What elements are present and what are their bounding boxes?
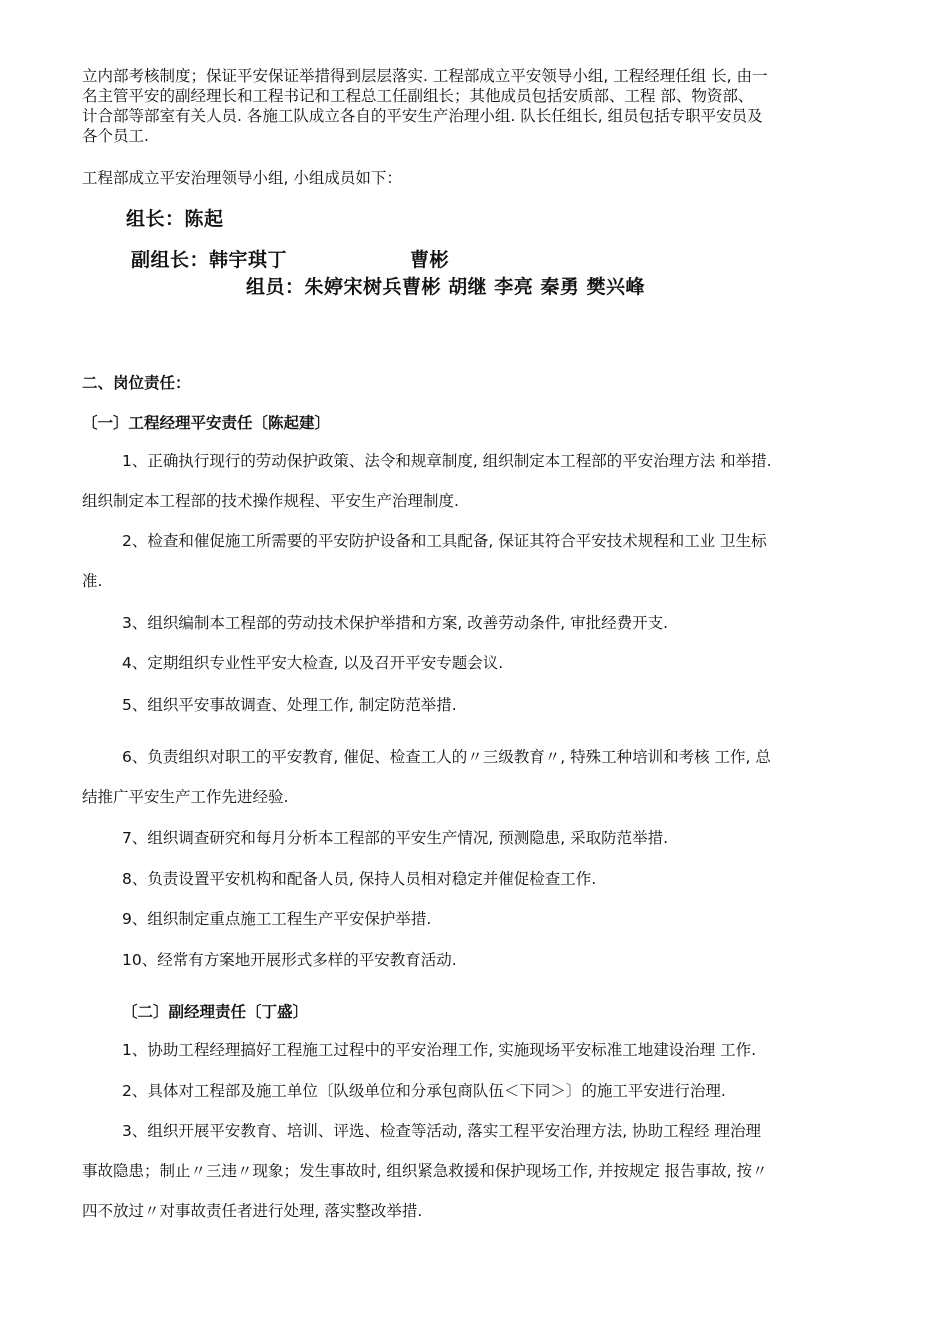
item-line: 事故隐患；制止〃三违〃现象；发生事故时, 组织紧急救援和保护现场工作, 并按规定 报告事故, 按〃 <box>82 1162 768 1180</box>
item-line: 结推广平安生产工作先进经验. <box>82 788 289 806</box>
responsibility-item <box>82 940 882 980</box>
section-title: 二、岗位责任： <box>82 374 191 392</box>
subsection-title-1: 〔一〕工程经理平安责任〔陈起建〕 <box>82 414 331 432</box>
intro-line: 立内部考核制度；保证平安保证举措得到层层落实. 工程部成立平安领导小组, 工程经理任组 长, 由一 <box>82 67 768 85</box>
item-line: 2、具体对工程部及施工单位〔队级单位和分承包商队伍＜下同＞〕的施工平安进行治理. <box>122 1082 726 1100</box>
item-line: 10、经常有方案地开展形式多样的平安教育活动. <box>122 951 457 969</box>
responsibility-item <box>82 603 882 643</box>
responsibility-item <box>82 818 882 858</box>
item-line: 4、定期组织专业性平安大检查, 以及召开平安专题会议. <box>122 654 504 672</box>
item-line: 8、负责设置平安机构和配备人员, 保持人员相对稳定并催促检查工作. <box>122 870 597 888</box>
deputy-leader-extra: 曹彬 <box>410 249 450 271</box>
responsibility-item <box>82 737 882 817</box>
item-line: 1、正确执行现行的劳动保护政策、法令和规章制度, 组织制定本工程部的平安治理方法 和举措. <box>122 452 772 470</box>
group-leader: 组长：陈起 <box>126 208 224 230</box>
item-line: 1、协助工程经理搞好工程施工过程中的平安治理工作, 实施现场平安标准工地建设治理 工作. <box>122 1041 757 1059</box>
responsibility-item <box>82 521 882 601</box>
group-intro: 工程部成立平安治理领导小组, 小组成员如下： <box>82 169 402 187</box>
subsection-title-2: 〔二〕副经理责任〔丁盛〕 <box>122 1003 309 1021</box>
responsibility-item <box>82 1071 882 1111</box>
item-line: 3、组织编制本工程部的劳动技术保护举措和方案, 改善劳动条件, 审批经费开支. <box>122 614 668 632</box>
intro-line: 计合部等部室有关人员. 各施工队成立各自的平安生产治理小组. 队长任组长, 组员包括专职平安员及 <box>82 107 763 125</box>
group-members: 组员：朱婷宋树兵曹彬 胡继 李亮 秦勇 樊兴峰 <box>246 276 645 298</box>
item-line: 5、组织平安事故调查、处理工作, 制定防范举措. <box>122 696 457 714</box>
item-line: 6、负责组织对职工的平安教育, 催促、检查工人的〃三级教育〃, 特殊工种培训和考核 工作, 总 <box>122 748 771 766</box>
intro-paragraph <box>82 66 882 146</box>
item-line: 四不放过〃对事故责任者进行处理, 落实整改举措. <box>82 1202 423 1220</box>
responsibility-item <box>82 859 882 899</box>
responsibility-item <box>82 1111 882 1231</box>
item-line: 3、组织开展平安教育、培训、评选、检查等活动, 落实工程平安治理方法, 协助工程经 理治理 <box>122 1122 761 1140</box>
deputy-leaders: 副组长：韩宇琪丁 <box>131 249 288 271</box>
item-line: 2、检查和催促施工所需要的平安防护设备和工具配备, 保证其符合平安技术规程和工业 卫生标 <box>122 532 767 550</box>
responsibility-item <box>82 685 882 725</box>
responsibility-item <box>82 441 882 521</box>
item-line: 9、组织制定重点施工工程生产平安保护举措. <box>122 910 432 928</box>
item-line: 准. <box>82 572 103 590</box>
item-line: 组织制定本工程部的技术操作规程、平安生产治理制度. <box>82 492 459 510</box>
intro-line: 各个员工. <box>82 127 149 145</box>
item-line: 7、组织调查研究和每月分析本工程部的平安生产情况, 预测隐患, 采取防范举措. <box>122 829 668 847</box>
intro-line: 名主管平安的副经理长和工程书记和工程总工任副组长；其他成员包括安质部、工程 部、物资部、 <box>82 87 754 105</box>
responsibility-item <box>82 643 882 683</box>
responsibility-item <box>82 899 882 939</box>
responsibility-item <box>82 1030 882 1070</box>
